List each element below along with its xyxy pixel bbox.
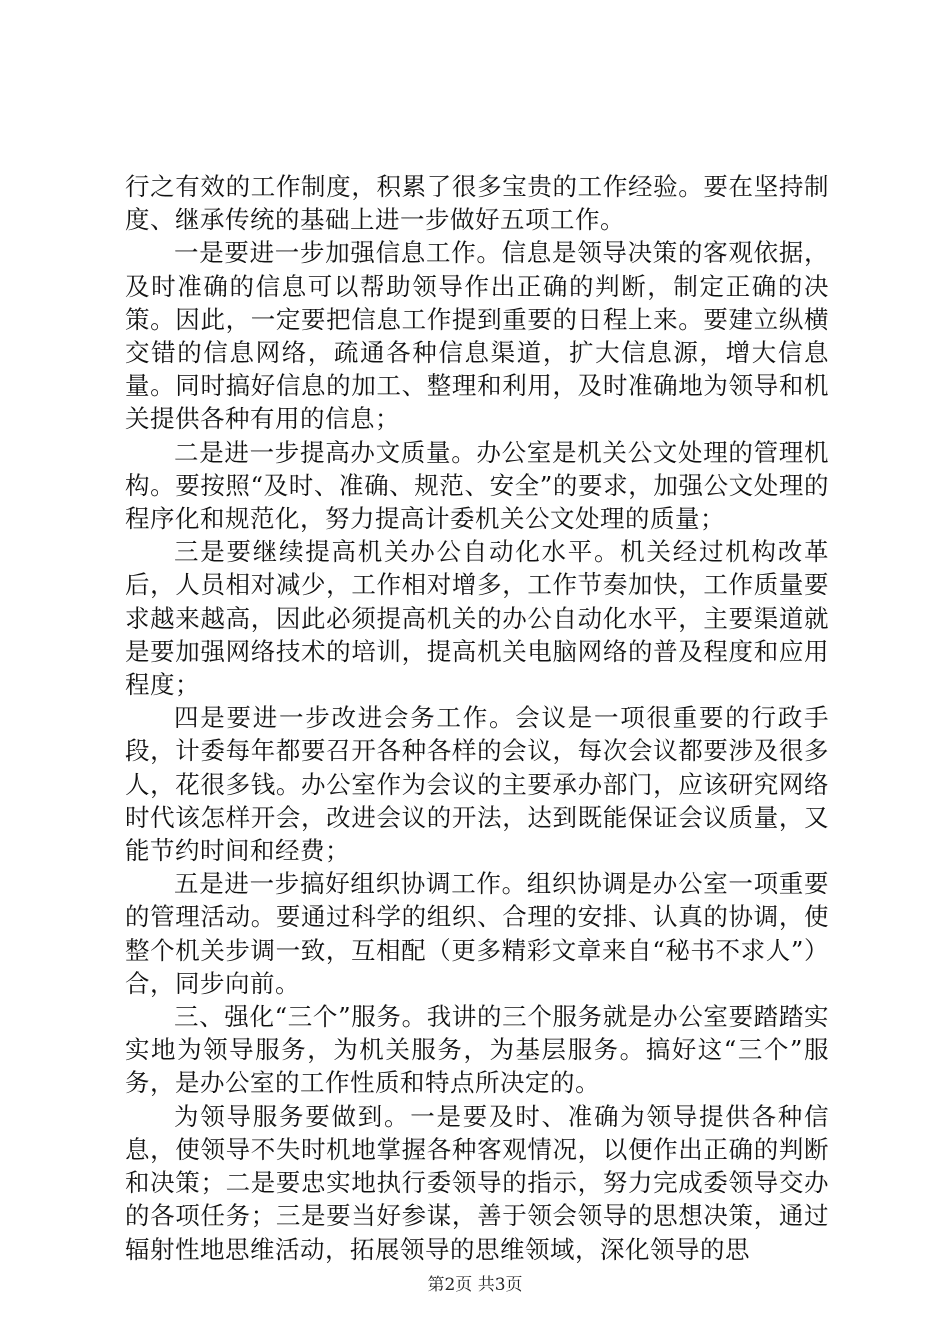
- paragraph-serve-leadership: 为领导服务要做到。一是要及时、准确为领导提供各种信息，使领导不失时机地掌握各种客观情况，以便作出正确的判断和决策；二是要忠实地执行委领导的指示，努力完成委领导交办的各项任务；三是要当好参谋，善于领会领导的思想决策，通过辐射性地思维活动，拓展领导的思维领域，深化领导的思: [125, 1101, 829, 1264]
- paragraph-meeting-work: 四是要进一步改进会务工作。会议是一项很重要的行政手段，计委每年都要召开各种各样的会议，每次会议都要涉及很多人，花很多钱。办公室作为会议的主要承办部门，应该研究网络时代该怎样开会，改进会议的开法，达到既能保证会议质量，又能节约时间和经费；: [125, 703, 829, 866]
- paragraph-continuation: 行之有效的工作制度，积累了很多宝贵的工作经验。要在坚持制度、继承传统的基础上进一步做好五项工作。: [125, 172, 829, 235]
- paragraph-three-services: 三、强化“三个”服务。我讲的三个服务就是办公室要踏踏实实地为领导服务，为机关服务，为基层服务。搞好这“三个”服务，是办公室的工作性质和特点所决定的。: [125, 1002, 829, 1098]
- paragraph-coordination-work: 五是进一步搞好组织协调工作。组织协调是办公室一项重要的管理活动。要通过科学的组织、合理的安排、认真的协调，使整个机关步调一致，互相配（更多精彩文章来自“秘书不求人”）合，同步向前。: [125, 869, 829, 998]
- document-body: [125, 170, 829, 1266]
- page-number-label: 第2页 共3页: [427, 1275, 523, 1295]
- paragraph-information-work: 一是要进一步加强信息工作。信息是领导决策的客观依据，及时准确的信息可以帮助领导作出正确的判断，制定正确的决策。因此，一定要把信息工作提到重要的日程上来。要建立纵横交错的信息网络，疏通各种信息渠道，扩大信息源，增大信息量。同时搞好信息的加工、整理和利用，及时准确地为领导和机关提供各种有用的信息；: [125, 238, 829, 434]
- paragraph-document-quality: 二是进一步提高办文质量。办公室是机关公文处理的管理机构。要按照“及时、准确、规范、安全”的要求，加强公文处理的程序化和规范化，努力提高计委机关公文处理的质量；: [125, 437, 829, 534]
- paragraph-office-automation: 三是要继续提高机关办公自动化水平。机关经过机构改革后，人员相对减少，工作相对增多，工作节奏加快，工作质量要求越来越高，因此必须提高机关的办公自动化水平，主要渠道就是要加强网络技术的培训，提高机关电脑网络的普及程度和应用程度；: [125, 537, 829, 700]
- page-footer: [0, 1274, 950, 1296]
